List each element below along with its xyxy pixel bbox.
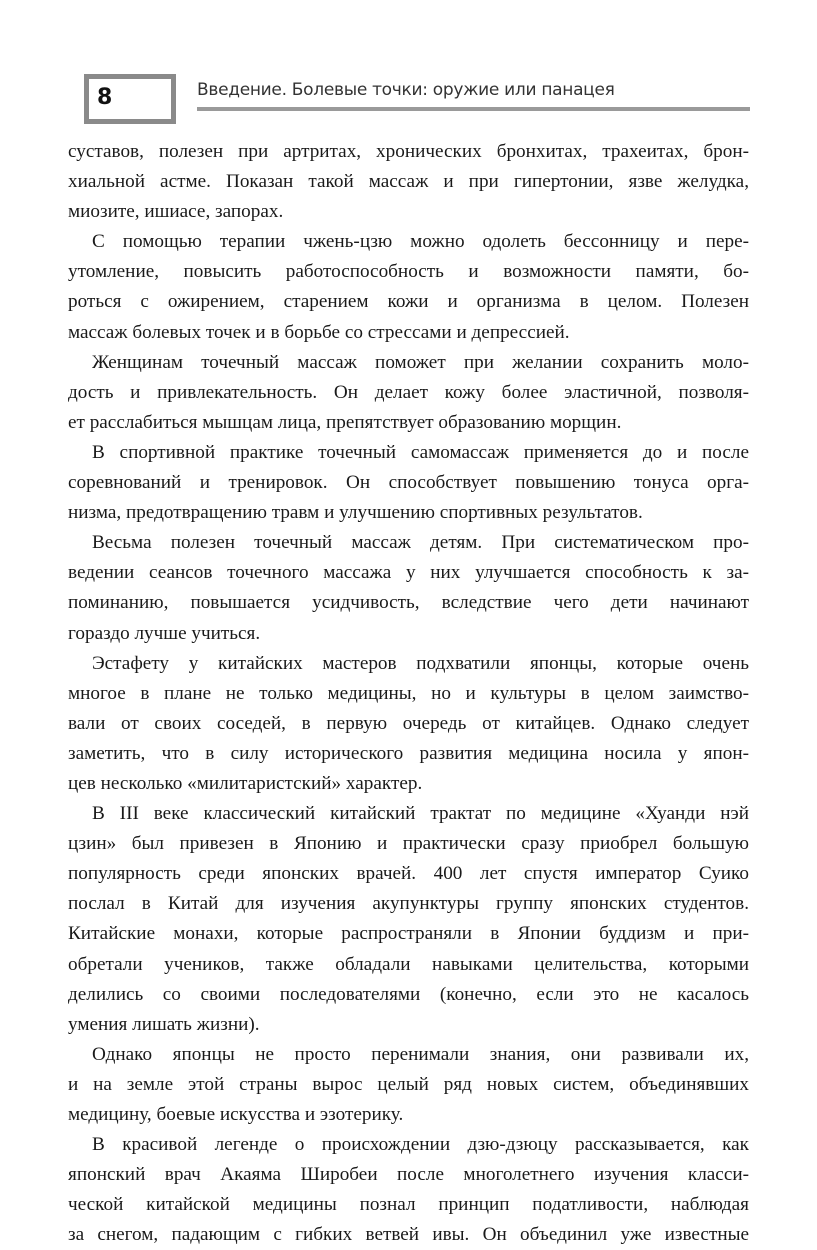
text-line: Однако японцы не просто перенимали знания, они развивали их, [92,1043,749,1065]
text-line: миозите, ишиасе, запорах. [68,201,284,223]
text-line: делились со своими последователями (конечно, если это не касалось [68,983,749,1005]
text-line: многое в плане не только медицины, но и культуры в целом заимство- [68,682,749,704]
text-line: ет расслабиться мышцам лица, препятствует образованию морщин. [68,411,622,433]
paragraph [68,799,749,1040]
text-line: за снегом, падающим с гибких ветвей ивы. Он объединил уже известные [68,1224,749,1246]
text-line: низма, предотвращению травм и улучшению спортивных результатов. [68,502,643,524]
text-line: популярность среди японских врачей. 400 лет спустя император Суико [68,863,749,885]
text-line: хиальной астме. Показан такой массаж и при гипертонии, язве желудка, [68,171,749,193]
text-line: медицину, боевые искусства и эзотерику. [68,1104,404,1125]
paragraph [68,528,749,648]
text-line: послал в Китай для изучения акупунктуры группу японских студентов. [68,893,749,915]
paragraph [68,649,749,799]
body-text [68,137,749,1250]
paragraph [68,348,749,438]
paragraph [68,137,749,227]
text-line: японский врач Акаяма Широбеи после многолетнего изучения класси- [68,1164,749,1186]
text-line: обретали учеников, также обладали навыками целительства, которыми [68,953,749,975]
page-number: 8 [97,85,113,110]
text-line: поминанию, повышается усидчивость, вследствие чего дети начинают [68,592,749,614]
text-line: цзин» был привезен в Японию и практически сразу приобрел большую [68,833,749,855]
running-title: Введение. Болевые точки: оружие или панацея [197,80,615,100]
text-line: заметить, что в силу исторического развития медицина носила у япон- [68,742,749,764]
text-line: роться с ожирением, старением кожи и организма в целом. Полезен [68,291,749,313]
text-line: Эстафету у китайских мастеров подхватили японцы, которые очень [92,652,749,674]
text-line: массаж болевых точек и в борьбе со стрессами и депрессией. [68,321,570,343]
header-rule [197,107,750,111]
text-line: С помощью терапии чжень-цзю можно одолеть бессонницу и пере- [92,231,749,253]
text-line: утомление, повысить работоспособность и возможности памяти, бо- [68,261,749,283]
text-line: и на земле этой страны вырос целый ряд новых систем, объединявших [68,1073,749,1095]
text-line: ведении сеансов точечного массажа у них улучшается способность к за- [68,562,749,584]
text-line: Весьма полезен точечный массаж детям. При систематическом про- [92,532,749,554]
paragraph [68,1040,749,1130]
text-line: соревнований и тренировок. Он способствует повышению тонуса орга- [68,472,749,494]
text-line: Женщинам точечный массаж поможет при желании сохранить моло- [92,351,749,373]
text-line: Китайские монахи, которые распространяли в Японии буддизм и при- [68,923,749,945]
text-line: дость и привлекательность. Он делает кожу более эластичной, позволя- [68,381,749,403]
text-line: В спортивной практике точечный самомассаж применяется до и после [92,441,749,463]
text-line: ческой китайской медицины познал принцип податливости, наблюдая [68,1194,749,1216]
text-line: цев несколько «милитаристский» характер. [68,772,423,794]
page-number-box [84,74,176,124]
paragraph [68,227,749,347]
text-line: умения лишать жизни). [68,1013,260,1035]
text-line: В красивой легенде о происхождении дзю-дзюцу рассказывается, как [92,1134,749,1156]
text-line: В III веке классический китайский трактат по медицине «Хуанди нэй [92,803,749,825]
paragraph [68,438,749,528]
paragraph [68,1130,749,1250]
text-line: суставов, полезен при артритах, хронических бронхитах, трахеитах, брон- [68,141,749,162]
text-line: гораздо лучше учиться. [68,622,261,644]
text-line: вали от своих соседей, в первую очередь от китайцев. Однако следует [68,712,749,734]
